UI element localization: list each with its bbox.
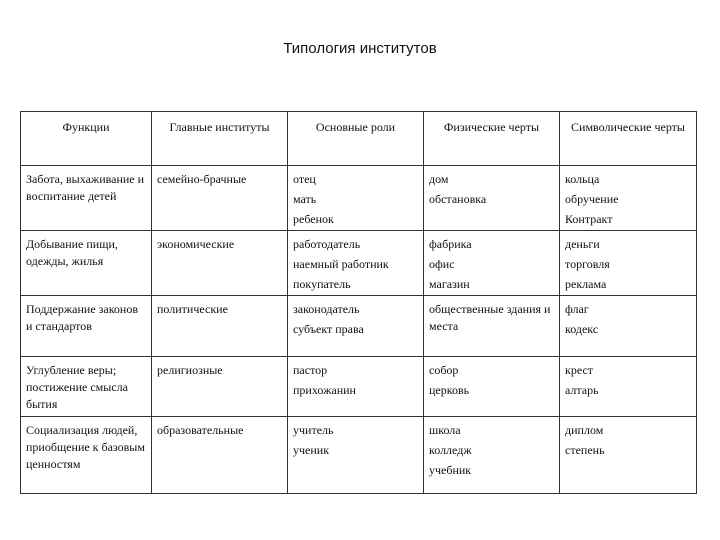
physical-item: общественные здания и места [429,302,551,333]
symbolic-item: деньги [565,237,600,251]
symbolic-item: Контракт [565,212,613,226]
function-cell: Социализация людей, приобщение к базовым ценностям [21,417,152,494]
role-item: прихожанин [293,383,356,397]
symbolic-item: алтарь [565,383,599,397]
typology-table [20,111,697,494]
physical-item: дом [429,172,449,186]
institution-cell: образовательные [152,417,288,494]
symbolic-item: кольца [565,172,600,186]
symbolic-cell [560,296,697,357]
symbolic-item: степень [565,443,605,457]
role-item: наемный работник [293,257,389,271]
physical-item: магазин [429,277,470,291]
symbolic-item: торговля [565,257,610,271]
roles-cell [288,357,424,417]
function-cell: Забота, выхаживание и воспитание детей [21,166,152,231]
table-row [21,166,697,231]
symbolic-cell [560,231,697,296]
institution-cell: экономические [152,231,288,296]
symbolic-item: флаг [565,302,589,316]
symbolic-item: реклама [565,277,607,291]
institution-cell: семейно-брачные [152,166,288,231]
header-functions: Функции [21,112,152,166]
physical-item: колледж [429,443,472,457]
physical-item: собор [429,363,459,377]
function-cell: Углубление веры; постижение смысла бытия [21,357,152,417]
physical-item: офис [429,257,455,271]
roles-cell [288,231,424,296]
symbolic-cell [560,166,697,231]
header-main-institutions: Главные институты [152,112,288,166]
role-item: отец [293,172,316,186]
role-item: пастор [293,363,328,377]
roles-cell [288,417,424,494]
symbolic-item: крест [565,363,594,377]
physical-cell [424,417,560,494]
function-cell: Поддержание законов и стандартов [21,296,152,357]
symbolic-cell [560,357,697,417]
document-title: Типология институтов [283,40,437,57]
institution-cell: политические [152,296,288,357]
role-item: мать [293,192,317,206]
role-item: работодатель [293,237,361,251]
symbolic-item: обручение [565,192,619,206]
roles-cell [288,296,424,357]
table-row [21,357,697,417]
physical-item: учебник [429,463,472,477]
role-item: покупатель [293,277,351,291]
table-row [21,296,697,357]
header-symbolic-traits: Символические черты [560,112,697,166]
role-item: ребенок [293,212,334,226]
physical-cell [424,357,560,417]
header-row [21,112,697,166]
symbolic-item: диплом [565,423,604,437]
institution-cell: религиозные [152,357,288,417]
role-item: законодатель [293,302,360,316]
physical-cell [424,296,560,357]
table-row [21,231,697,296]
physical-item: обстановка [429,192,487,206]
header-main-roles: Основные роли [288,112,424,166]
header-physical-traits: Физические черты [424,112,560,166]
physical-item: школа [429,423,461,437]
physical-item: церковь [429,383,470,397]
physical-cell [424,231,560,296]
physical-cell [424,166,560,231]
role-item: учитель [293,423,334,437]
physical-item: фабрика [429,237,472,251]
role-item: субъект права [293,322,364,336]
role-item: ученик [293,443,330,457]
symbolic-item: кодекс [565,322,599,336]
table-row [21,417,697,494]
roles-cell [288,166,424,231]
function-cell: Добывание пищи, одежды, жилья [21,231,152,296]
symbolic-cell [560,417,697,494]
